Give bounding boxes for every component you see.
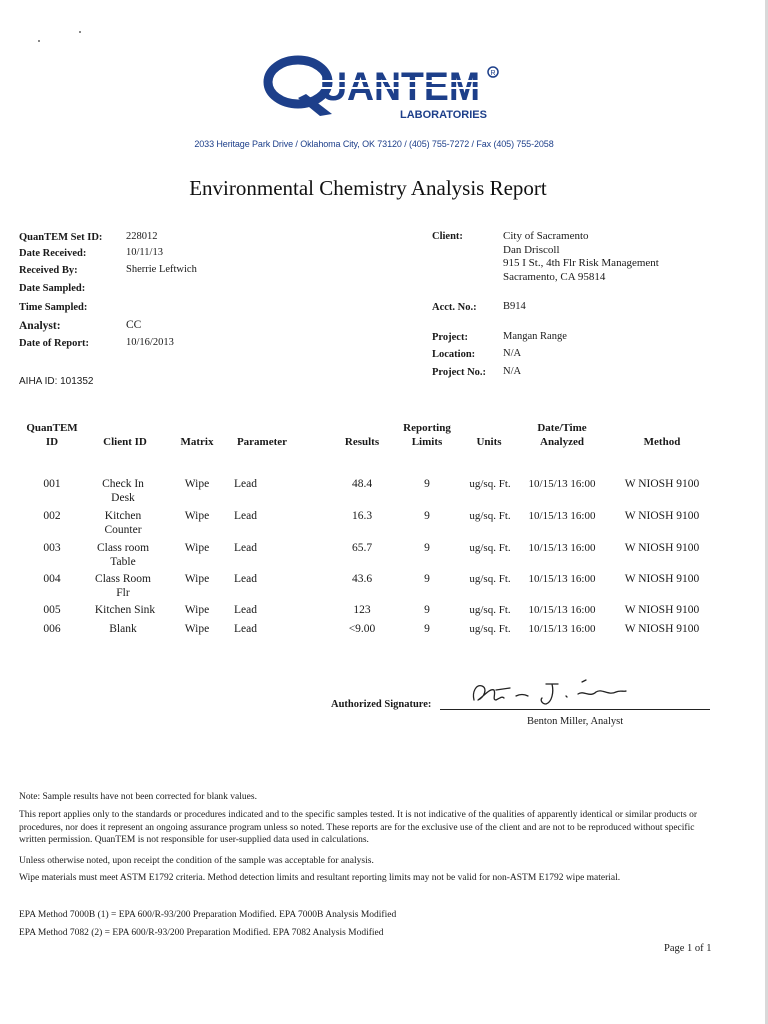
cell-line: Desk <box>111 492 135 504</box>
project-no-value: N/A <box>503 366 522 377</box>
cell-method: W NIOSH 9100 <box>624 542 700 554</box>
received-by-value: Sherrie Leftwich <box>126 264 197 275</box>
report-title: Environmental Chemistry Analysis Report <box>189 176 547 200</box>
col-units-header: Units <box>476 436 502 448</box>
col-date-analyzed-header <box>522 421 602 449</box>
cell-client-id <box>88 509 158 537</box>
note-epa-7082: EPA Method 7082 (2) = EPA 600/R-93/200 Preparation Modified. EPA 7082 Analysis Modified <box>19 928 384 938</box>
project-no-label: Project No.: <box>432 367 487 378</box>
col-method-header: Method <box>643 436 681 448</box>
cell-line: Kitchen Sink <box>94 604 156 616</box>
cell-parameter: Lead <box>234 478 257 490</box>
cell-reporting-limit: 9 <box>424 542 430 554</box>
cell-client-id <box>88 541 158 569</box>
date-of-report-label: Date of Report: <box>19 338 89 349</box>
cell-results: <9.00 <box>348 623 376 635</box>
cell-method: W NIOSH 9100 <box>624 623 700 635</box>
handwritten-signature-icon <box>466 670 636 710</box>
cell-results: 123 <box>353 604 371 616</box>
cell-parameter: Lead <box>234 510 257 522</box>
cell-quantem-id: 002 <box>43 510 61 522</box>
cell-date-analyzed: 10/15/13 16:00 <box>528 604 596 616</box>
location-value: N/A <box>503 348 522 359</box>
cell-results: 43.6 <box>351 573 373 585</box>
note-report-scope: This report applies only to the standards or procedures indicated and to the specific samples tested. It is not indicative of the qualities of apparently identical or similar products or procedures, nor does it represent an ongoing assurance program unless so noted. These reports are for the exclusive use of the client and are not to be reproduced without specific written permission. QuanTEM is not responsible for user-supplied data used in calculations. <box>19 810 698 845</box>
cell-quantem-id: 003 <box>43 542 61 554</box>
cell-parameter: Lead <box>234 542 257 554</box>
cell-quantem-id: 001 <box>43 478 61 490</box>
acct-no-value: B914 <box>503 301 526 312</box>
cell-line: Blank <box>109 623 137 635</box>
header-line: Analyzed <box>540 436 584 448</box>
cell-date-analyzed: 10/15/13 16:00 <box>528 478 596 490</box>
col-results-header: Results <box>344 436 380 448</box>
client-label: Client: <box>432 231 463 242</box>
aiha-id: AIHA ID: 101352 <box>19 376 94 387</box>
date-received-value: 10/11/13 <box>126 247 163 258</box>
cell-line: Class room <box>96 542 150 554</box>
project-label: Project: <box>432 332 468 343</box>
cell-date-analyzed: 10/15/13 16:00 <box>528 510 596 522</box>
cell-reporting-limit: 9 <box>424 623 430 635</box>
quantem-logo-icon <box>262 52 502 124</box>
cell-results: 16.3 <box>351 510 373 522</box>
cell-units: ug/sq. Ft. <box>469 604 511 616</box>
cell-matrix: Wipe <box>184 573 210 585</box>
cell-line: Counter <box>104 524 142 536</box>
note-blank-values: Note: Sample results have not been corrected for blank values. <box>19 792 257 802</box>
cell-matrix: Wipe <box>184 623 210 635</box>
note-wipe-materials: Wipe materials must meet ASTM E1792 criteria. Method detection limits and resultant reporting limits may not be valid for non-ASTM E1792 wipe material. <box>19 873 621 883</box>
cell-line: Table <box>110 556 136 568</box>
cell-client-id <box>88 622 158 636</box>
received-by-label: Received By: <box>19 265 78 276</box>
client-address <box>503 230 659 284</box>
cell-quantem-id: 006 <box>43 623 61 635</box>
scan-speck <box>38 40 40 42</box>
set-id-value: 228012 <box>126 231 158 242</box>
note-sample-condition: Unless otherwise noted, upon receipt the condition of the sample was acceptable for analysis. <box>19 856 374 866</box>
cell-reporting-limit: 9 <box>424 510 430 522</box>
cell-client-id <box>88 572 158 600</box>
header-line: ID <box>45 436 59 448</box>
location-label: Location: <box>432 349 476 360</box>
cell-matrix: Wipe <box>184 510 210 522</box>
project-value: Mangan Range <box>503 331 567 342</box>
cell-results: 48.4 <box>351 478 373 490</box>
col-matrix-header: Matrix <box>180 436 214 448</box>
cell-line: Kitchen <box>104 510 142 522</box>
page-number: Page 1 of 1 <box>664 943 712 954</box>
set-id-label: QuanTEM Set ID: <box>19 232 103 243</box>
svg-text:LABORATORIES: LABORATORIES <box>400 109 487 121</box>
cell-quantem-id: 004 <box>43 573 61 585</box>
cell-results: 65.7 <box>351 542 373 554</box>
cell-reporting-limit: 9 <box>424 478 430 490</box>
col-reporting-limits-header <box>392 421 462 449</box>
cell-date-analyzed: 10/15/13 16:00 <box>528 573 596 585</box>
col-client-id-header: Client ID <box>103 436 147 448</box>
header-line: Limits <box>411 436 443 448</box>
client-line: Dan Driscoll <box>503 243 560 256</box>
cell-units: ug/sq. Ft. <box>469 542 511 554</box>
cell-method: W NIOSH 9100 <box>624 573 700 585</box>
cell-parameter: Lead <box>234 604 257 616</box>
note-epa-7000b: EPA Method 7000B (1) = EPA 600/R-93/200 Preparation Modified. EPA 7000B Analysis Modified <box>19 910 397 920</box>
cell-units: ug/sq. Ft. <box>469 510 511 522</box>
cell-line: Class Room <box>95 573 151 585</box>
header-line: Date/Time <box>537 422 587 434</box>
cell-units: ug/sq. Ft. <box>469 573 511 585</box>
cell-client-id <box>84 603 166 617</box>
scan-speck <box>79 31 81 33</box>
cell-method: W NIOSH 9100 <box>624 604 700 616</box>
analyst-value: CC <box>126 319 142 331</box>
client-line: 915 I St., 4th Flr Risk Management <box>503 257 659 269</box>
date-received-label: Date Received: <box>19 248 87 259</box>
date-sampled-label: Date Sampled: <box>19 283 86 294</box>
time-sampled-label: Time Sampled: <box>19 302 88 313</box>
acct-no-label: Acct. No.: <box>432 302 477 313</box>
cell-date-analyzed: 10/15/13 16:00 <box>528 542 596 554</box>
cell-client-id <box>88 477 158 505</box>
cell-matrix: Wipe <box>184 604 210 616</box>
header-line: QuanTEM <box>26 422 78 434</box>
col-parameter-header: Parameter <box>236 436 288 448</box>
date-of-report-value: 10/16/2013 <box>126 337 174 348</box>
cell-units: ug/sq. Ft. <box>469 478 511 490</box>
analyst-label: Analyst: <box>19 320 61 332</box>
col-quantem-id-header <box>14 421 90 449</box>
client-line: City of Sacramento <box>503 230 589 242</box>
client-line: Sacramento, CA 95814 <box>503 270 606 283</box>
cell-parameter: Lead <box>234 573 257 585</box>
authorized-signature-label: Authorized Signature: <box>331 699 432 710</box>
cell-date-analyzed: 10/15/13 16:00 <box>528 623 596 635</box>
cell-line: Flr <box>116 587 130 599</box>
cell-matrix: Wipe <box>184 478 210 490</box>
svg-text:R: R <box>490 70 496 77</box>
signer-name: Benton Miller, Analyst <box>527 716 624 727</box>
cell-reporting-limit: 9 <box>424 573 430 585</box>
cell-matrix: Wipe <box>184 542 210 554</box>
cell-reporting-limit: 9 <box>424 604 430 616</box>
lab-address: 2033 Heritage Park Drive / Oklahoma City, OK 73120 / (405) 755-7272 / Fax (405) 755-2058 <box>194 139 554 149</box>
cell-parameter: Lead <box>234 623 257 635</box>
cell-method: W NIOSH 9100 <box>624 510 700 522</box>
header-line: Reporting <box>403 422 451 434</box>
cell-line: Check In <box>102 478 144 490</box>
cell-method: W NIOSH 9100 <box>624 478 700 490</box>
cell-units: ug/sq. Ft. <box>469 623 511 635</box>
cell-quantem-id: 005 <box>43 604 61 616</box>
